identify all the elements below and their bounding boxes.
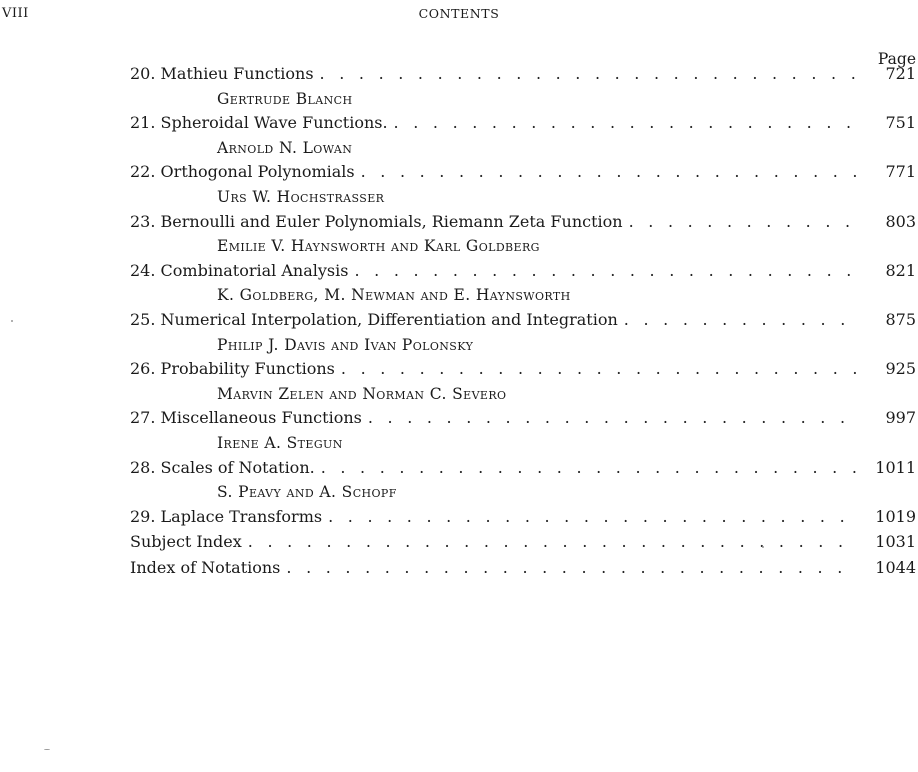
chapter-number: 28. <box>130 457 156 477</box>
scan-speck <box>44 749 50 750</box>
dot-leader <box>248 530 856 555</box>
chapter-authors: Irene A. Stegun <box>217 433 343 452</box>
chapter-number: 25. <box>130 309 156 329</box>
running-head: CONTENTS <box>418 6 500 21</box>
chapter-number: 29. <box>130 506 156 526</box>
chapter-number: 21. <box>130 113 156 133</box>
page-number: 925 <box>885 359 916 379</box>
chapter-authors: Philip J. Davis and Ivan Polonsky <box>217 335 474 354</box>
dot-leader <box>321 456 856 481</box>
toc-entry-23[interactable] <box>130 210 916 235</box>
chapter-number: 24. <box>130 260 156 280</box>
toc-entry-27[interactable] <box>130 406 916 431</box>
toc-entry-subject-index[interactable] <box>130 530 916 555</box>
chapter-number: 27. <box>130 408 156 428</box>
page-number: 1019 <box>875 506 916 526</box>
chapter-number: 20. <box>130 64 156 83</box>
page-number: 803 <box>885 211 916 231</box>
page-number: 821 <box>885 260 916 280</box>
page-column-label: Page <box>877 50 916 68</box>
toc-entry-29[interactable] <box>130 505 916 530</box>
chapter-authors: Urs W. Hochstrasser <box>217 187 385 206</box>
page-number: 771 <box>885 162 916 182</box>
table-of-contents <box>130 62 916 580</box>
chapter-title: Mathieu Functions <box>160 64 314 83</box>
toc-entry-20[interactable] <box>130 62 916 87</box>
toc-entry-28[interactable] <box>130 456 916 481</box>
index-title: Subject Index <box>130 530 248 555</box>
chapter-authors: Arnold N. Lowan <box>217 138 353 157</box>
toc-entry-24[interactable] <box>130 259 916 284</box>
page-number: 721 <box>885 64 916 83</box>
toc-entry-25[interactable] <box>130 308 916 333</box>
chapter-title: Spheroidal Wave Functions. <box>160 113 388 133</box>
chapter-title: Probability Functions <box>160 359 335 379</box>
dot-leader <box>341 357 856 382</box>
chapter-title: Orthogonal Polynomials <box>160 162 355 182</box>
dot-leader <box>629 210 856 235</box>
chapter-title: Combinatorial Analysis <box>160 260 349 280</box>
dot-leader <box>394 111 856 136</box>
chapter-number: 22. <box>130 162 156 182</box>
chapter-title: Bernoulli and Euler Polynomials, Riemann Zeta Function <box>160 211 623 231</box>
dot-leader <box>354 259 856 284</box>
toc-entry-22[interactable] <box>130 160 916 185</box>
dot-leader <box>368 406 856 431</box>
dot-leader <box>286 556 856 581</box>
toc-entry-21[interactable] <box>130 111 916 136</box>
dot-leader <box>624 308 856 333</box>
chapter-authors: Emilie V. Haynsworth and Karl Goldberg <box>217 237 540 256</box>
page-number: 875 <box>885 309 916 329</box>
chapter-title: Miscellaneous Functions <box>160 408 362 428</box>
page-number: 1031 <box>875 532 916 552</box>
chapter-authors: K. Goldberg, M. Newman and E. Haynsworth <box>217 286 571 305</box>
page-number: 1044 <box>875 557 916 577</box>
dot-leader <box>320 62 856 87</box>
chapter-number: 26. <box>130 359 156 379</box>
toc-entry-26[interactable] <box>130 357 916 382</box>
chapter-authors: S. Peavy and A. Schopf <box>217 483 397 502</box>
chapter-title: Laplace Transforms <box>160 506 323 526</box>
page-number: 1011 <box>875 457 916 477</box>
dot-leader <box>328 505 856 530</box>
folio-page-number: VIII <box>2 6 29 21</box>
scan-speck <box>762 546 764 548</box>
chapter-title: Numerical Interpolation, Differentiation and Integration <box>160 309 618 329</box>
toc-entry-index-of-notations[interactable] <box>130 556 916 581</box>
chapter-number: 23. <box>130 211 156 231</box>
scan-speck <box>11 320 13 322</box>
chapter-authors: Gertrude Blanch <box>217 89 353 108</box>
index-title: Index of Notations <box>130 556 286 581</box>
dot-leader <box>361 160 856 185</box>
page-number: 997 <box>885 408 916 428</box>
chapter-title: Scales of Notation. <box>160 457 315 477</box>
page-number: 751 <box>885 113 916 133</box>
chapter-authors: Marvin Zelen and Norman C. Severo <box>217 384 507 403</box>
